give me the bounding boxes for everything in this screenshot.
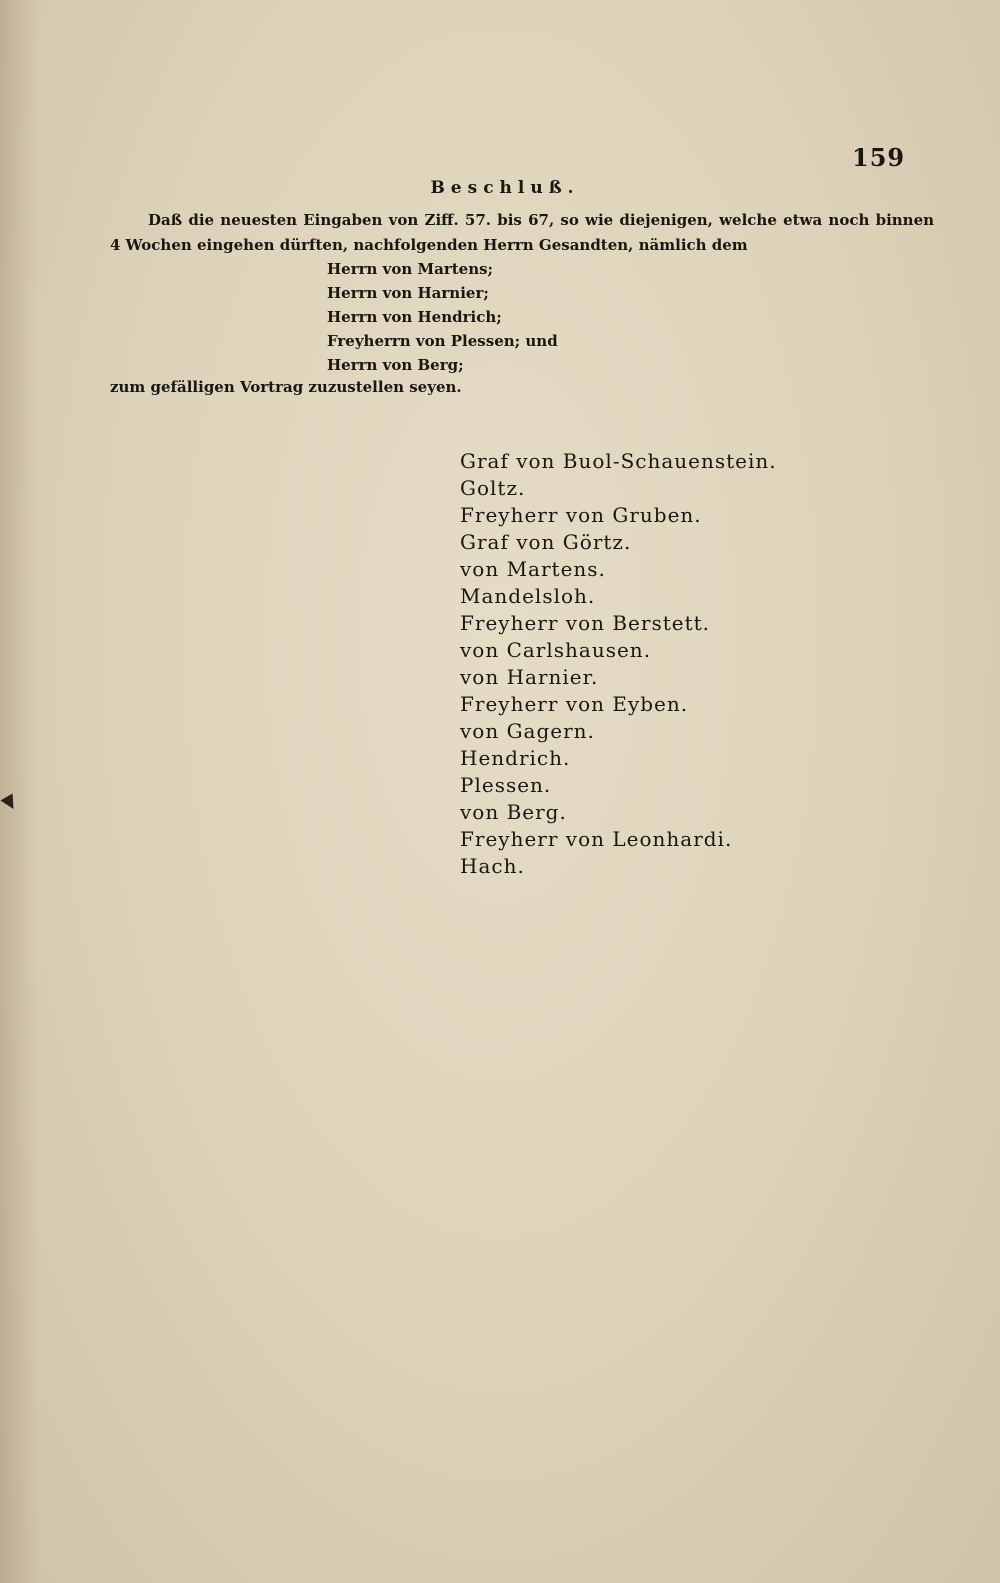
signature-item: Hendrich. <box>460 746 571 770</box>
signature-item: Freyherr von Leonhardi. <box>460 827 733 851</box>
signature-item: von Martens. <box>460 557 606 581</box>
signature-item: Goltz. <box>460 476 526 500</box>
signature-item: Freyherr von Gruben. <box>460 503 702 527</box>
signature-item: Mandelsloh. <box>460 584 596 608</box>
signature-item: Hach. <box>460 854 525 878</box>
signature-item: Freyherr von Eyben. <box>460 692 689 716</box>
signature-list <box>460 448 777 880</box>
paragraph-line-2: 4 Wochen eingehen dürften, nachfolgenden Herrn Gesandten, nämlich dem <box>110 236 748 254</box>
page-number: 159 <box>852 143 906 172</box>
margin-mark-icon <box>0 793 19 812</box>
signature-item: von Gagern. <box>460 719 595 743</box>
addressee-martens: Herrn von Martens; <box>327 260 494 278</box>
closing-line: zum gefälligen Vortrag zuzustellen seyen. <box>110 378 462 396</box>
addressee-harnier: Herrn von Harnier; <box>327 284 489 302</box>
section-heading: Beschluß. <box>430 178 580 198</box>
paragraph-line-1: Daß die neuesten Eingaben von Ziff. 57. bis 67, so wie diejenigen, welche etwa noch binnen <box>148 211 935 229</box>
addressee-hendrich: Herrn von Hendrich; <box>327 308 502 326</box>
signature-item: von Harnier. <box>460 665 599 689</box>
addressee-berg: Herrn von Berg; <box>327 356 464 374</box>
signature-item: Plessen. <box>460 773 552 797</box>
signature-item: Graf von Buol-Schauenstein. <box>460 449 777 473</box>
signature-item: von Berg. <box>460 800 567 824</box>
signature-item: Freyherr von Berstett. <box>460 611 711 635</box>
addressee-plessen: Freyherrn von Plessen; und <box>327 332 558 350</box>
signature-item: Graf von Görtz. <box>460 530 632 554</box>
signature-item: von Carlshausen. <box>460 638 652 662</box>
